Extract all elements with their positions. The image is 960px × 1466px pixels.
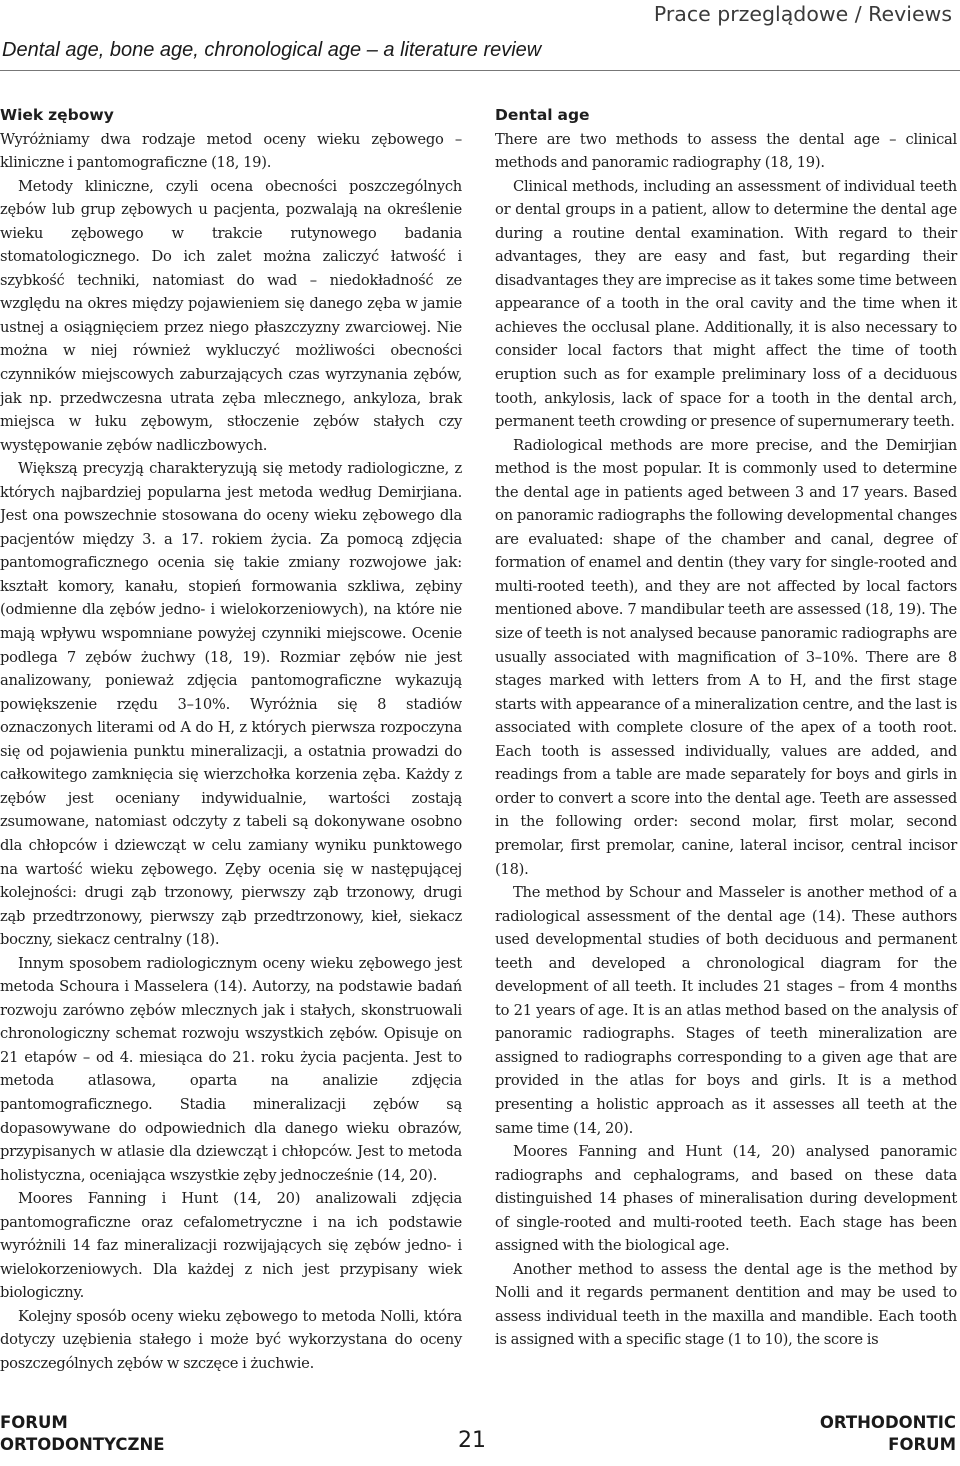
right-column-english — [495, 104, 957, 1352]
section-heading-pl: Wiek zębowy — [0, 106, 114, 124]
paragraph: Innym sposobem radiologicznym oceny wieku zębowego jest metoda Schoura i Masselera (14). Autorzy, na podstawie badań rozwoju zarówno zębów mlecznych jak i stałych, skonstruowali chronologiczny schemat rozwoju wszystkich zębów. Opisuje on 21 etapów – od 4. miesiąca do 21. roku życia pacjenta. Jest to metoda atlasowa, oparta na analizie zdjęcia pantomograficznego. Stadia mineralizacji zębów są dopasowywane do odpowiednich dla danego wieku obrazów, przypisanych w atlasie dla dziewcząt i chłopców. Jest to metoda holistyczna, oceniająca wszystkie zęby jednocześnie (14, 20). — [0, 954, 462, 1184]
journal-name-pl — [0, 1412, 165, 1456]
section-heading-en: Dental age — [495, 106, 590, 124]
paragraph: The method by Schour and Masseler is another method of a radiological assessment of the dental age (14). These authors used developmental studies of both deciduous and permanent teeth and developed a chronological diagram for the development of all teeth. It includes 21 stages – from 4 months to 21 years of age. It is an atlas method based on the analysis of panoramic radiographs. Stages of teeth mineralization are assigned to radiographs corresponding to a given age that are provided in the atlas for boys and girls. It is a method presenting a holistic approach as it assesses all teeth at the same time (14, 20). — [495, 884, 957, 1137]
page-number: 21 — [458, 1428, 486, 1453]
page-footer — [0, 1410, 960, 1466]
paragraph: Kolejny sposób oceny wieku zębowego to metoda Nolli, która dotyczy uzębienia stałego i może być wykorzystana do oceny poszczególnych zębów w szczęce i żuchwie. — [0, 1307, 462, 1372]
paragraph: Another method to assess the dental age is the method by Nolli and it regards permanent dentition and may be used to assess individual teeth in the maxilla and mandible. Each tooth is assigned with a specific stage (1 to 10), the score is — [495, 1260, 957, 1349]
journal-name-line: FORUM — [888, 1435, 956, 1454]
paragraph: Większą precyzją charakteryzują się metody radiologiczne, z których najbardziej popularna jest metoda według Demirjiana. Jest ona powszechnie stosowana do oceny wieku zębowego dla pacjentów między 3. a 17. rokiem życia. Za pomocą zdjęcia pantomograficznego ocenia się takie zmiany rozwojowe jak: kształt komory, kanału, stopień formowania szkliwa, zębiny (odmienne dla zębów jedno- i wielokorzeniowych), na które nie mają wpływu wspomniane powyżej czynniki miejscowe. Ocenie podlega 7 zębów żuchwy (18, 19). Rozmiar zębów nie jest analizowany, ponieważ zdjęcia pantomograficzne wykazują powiększenie rzędu 3–10%. Wyróżnia się 8 stadiów oznaczonych literami od A do H, z których pierwsza rozpoczyna się od pojawienia punktu mineralizacji, a ostatnia prowadzi do całkowitego zamknięcia się wierzchołka korzenia zęba. Każdy z zębów jest oceniany indywidualnie, wartości zostają zsumowane, natomiast odczyty z tabeli są dokonywane osobno dla chłopców i dziewcząt w celu zamiany wyniku punktowego na wartość wieku zębowego. Zęby ocenia się w następującej kolejności: drugi ząb trzonowy, pierwszy ząb trzonowy, drugi ząb przedtrzonowy, pierwszy ząb przedtrzonowy, kieł, siekacz boczny, siekacz centralny (18). — [0, 460, 462, 949]
paragraph: Wyróżniamy dwa rodzaje metod oceny wieku zębowego – kliniczne i pantomograficzne (18, 19). — [0, 130, 462, 172]
paragraph: Metody kliniczne, czyli ocena obecności poszczególnych zębów lub grup zębowych u pacjenta, pozwalają na określenie wieku zębowego w trakcie rutynowego badania stomatologicznego. Do ich zalet można zaliczyć łatwość i szybkość techniki, natomiast do wad – niedokładność ze względu na okres między pojawieniem się danego zęba w jamie ustnej a osiągnięciem przez niego płaszczyzny zwarciowej. Nie można w niej również wykluczyć możliwości obecności czynników miejscowych zaburzających czas wyrzynania zębów, jak np. przedwczesna utrata zęba mlecznego, ankyloza, brak miejsca w łuku zębowym, stłoczenie zębów stałych czy występowanie zębów nadliczbowych. — [0, 177, 462, 454]
section-label: Prace przeglądowe / Reviews — [653, 2, 952, 26]
journal-name-line: FORUM — [0, 1413, 68, 1432]
header-divider — [0, 70, 960, 71]
journal-name-en — [820, 1412, 956, 1456]
paragraph: Moores Fanning and Hunt (14, 20) analysed panoramic radiographs and cephalograms, and based on these data distinguished 14 phases of mineralisation during development of single-rooted and multi-rooted teeth. Each stage has been assigned with the biological age. — [495, 1143, 957, 1255]
paragraph: Radiological methods are more precise, and the Demirjian method is the most popular. It is commonly used to determine the dental age in patients aged between 3 and 17 years. Based on panoramic radiographs the following developmental changes are evaluated: shape of the chamber and canal, degree of formation of enamel and dentin (they vary for single-rooted and multi-rooted teeth), and they are not affected by local factors mentioned above. 7 mandibular teeth are assessed (18, 19). The size of teeth is not analysed because panoramic radiographs are usually associated with magnification of 3–10%. There are 8 stages marked with letters from A to H, and the first stage starts with appearance of a mineralization centre, and the last is associated with complete closure of the apex of a tooth root. Each tooth is assessed individually, values are added, and readings from a table are made separately for boys and girls in order to convert a score into the dental age. Teeth are assessed in the following order: second molar, first molar, second premolar, first premolar, canine, lateral incisor, central incisor (18). — [495, 436, 957, 878]
journal-name-line: ORTODONTYCZNE — [0, 1435, 165, 1454]
left-column-polish — [0, 104, 462, 1376]
paragraph: Moores Fanning i Hunt (14, 20) analizowali zdjęcia pantomograficzne oraz cefalometryczne i na ich podstawie wyróżnili 14 faz mineralizacji rozwijających się zębów jedno- i wielokorzeniowych. Dla każdej z nich jest przypisany wiek biologiczny. — [0, 1190, 462, 1302]
paragraph: Clinical methods, including an assessment of individual teeth or dental groups in a patient, allow to determine the dental age during a routine dental examination. With regard to their advantages, they are easy and fast, but regarding their disadvantages they are imprecise as it takes some time between appearance of a tooth in the oral cavity and the time when it achieves the occlusal plane. Additionally, it is also necessary to consider local factors that might affect the time of tooth eruption such as for example preliminary loss of a deciduous tooth, ankylosis, lack of space for a tooth in the dental arch, permanent teeth crowding or presence of supernumerary teeth. — [495, 177, 957, 431]
paragraph: There are two methods to assess the dental age – clinical methods and panoramic radiography (18, 19). — [495, 130, 957, 172]
journal-name-line: ORTHODONTIC — [819, 1413, 956, 1432]
running-title: Dental age, bone age, chronological age – a literature review — [2, 39, 542, 61]
